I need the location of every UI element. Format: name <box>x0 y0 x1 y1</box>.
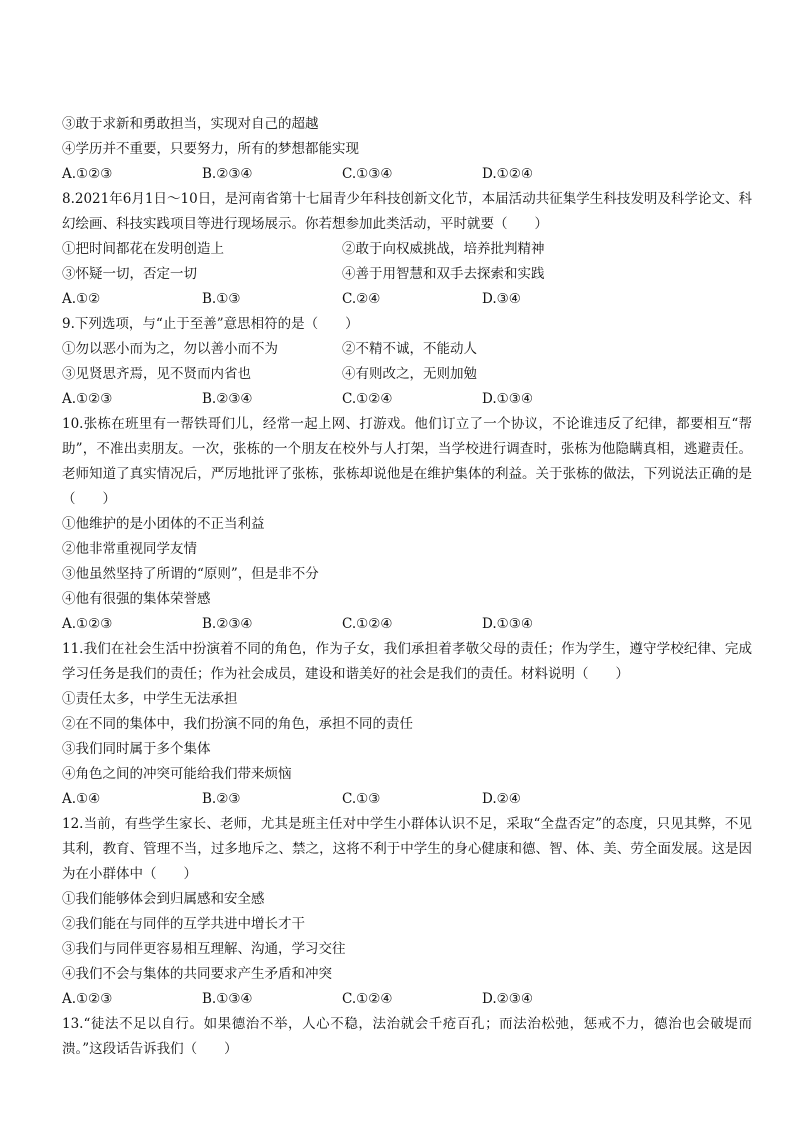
answer-options <box>62 387 752 412</box>
answer-options <box>62 287 752 312</box>
answer-options <box>62 787 752 812</box>
statement-row <box>62 237 752 262</box>
question-8-stem: 8.2021年6月1日～10日，是河南省第十七届青少年科技创新文化节，本届活动共征集学生科技发明及科学论文、科幻绘画、科技实践项目等进行现场展示。你若想参加此类活动，平时就要（ ） <box>62 191 752 232</box>
statement-1: ①勿以恶小而为之，勿以善小而不为 <box>62 341 278 357</box>
statement-4: ④善于用智慧和双手去探索和实践 <box>342 266 545 282</box>
statement-3: ③我们同时属于多个集体 <box>62 741 211 757</box>
question-11-stem: 11.我们在社会生活中扮演着不同的角色，作为子女，我们承担着孝敬父母的责任；作为学生，遵守学校纪律、完成学习任务是我们的责任；作为社会成员，建设和谐美好的社会是我们的责任。材料说明（ ） <box>62 641 752 682</box>
option-c: C.①②④ <box>342 616 393 632</box>
option-c: C.①③④ <box>342 166 393 182</box>
option-c: C.②④ <box>342 291 381 307</box>
statement-1: ①把时间都花在发明创造上 <box>62 241 224 257</box>
option-b: B.①③④ <box>202 991 253 1007</box>
question-10-stem: 10.张栋在班里有一帮铁哥们儿，经常一起上网、打游戏。他们订立了一个协议，不论谁违反了纪律，都要相互“帮助”，不准出卖朋友。一次，张栋的一个朋友在校外与人打架，当学校进行调查时，张栋为他隐瞒真相，逃避责任。老师知道了真实情况后，严厉地批评了张栋，张栋却说他是在维护集体的利益。关于张栋的做法，下列说法正确的是（ ） <box>62 416 752 507</box>
answer-options <box>62 162 752 187</box>
option-a: A.①②③ <box>62 166 113 182</box>
option-a: A.①④ <box>62 791 101 807</box>
option-d: D.①③④ <box>482 616 533 632</box>
statement-4: ④我们不会与集体的共同要求产生矛盾和冲突 <box>62 966 332 982</box>
answer-options <box>62 987 752 1012</box>
statement-3: ③怀疑一切，否定一切 <box>62 266 197 282</box>
question-9-stem: 9.下列选项，与“止于至善”意思相符的是（ ） <box>62 316 359 332</box>
question-12-stem: 12.当前，有些学生家长、老师，尤其是班主任对中学生小群体认识不足，采取“全盘否定”的态度，只见其弊，不见其利，教育、管理不当，过多地斥之、禁之，这将不利于中学生的身心健康和德、智、体、美、劳全面发展。这是因为在小群体中（ ） <box>62 816 752 882</box>
statement-1: ①责任太多，中学生无法承担 <box>62 691 238 707</box>
statement-3: ③见贤思齐焉，见不贤而内省也 <box>62 366 251 382</box>
statement-row <box>62 337 752 362</box>
statement-1: ①他维护的是小团体的不正当利益 <box>62 516 265 532</box>
question-13-stem: 13.“徒法不足以自行。如果德治不举，人心不稳，法治就会千疮百孔；而法治松弛，惩戒不力，德治也会破堤而溃。”这段话告诉我们（ ） <box>62 1016 752 1057</box>
statement-3: ③我们与同伴更容易相互理解、沟通，学习交往 <box>62 941 346 957</box>
option-d: D.①③④ <box>482 391 533 407</box>
option-b: B.②③ <box>202 791 241 807</box>
statement-row <box>62 262 752 287</box>
statement-row <box>62 362 752 387</box>
statement-4: ④有则改之，无则加勉 <box>342 366 477 382</box>
option-a: A.①②③ <box>62 991 113 1007</box>
option-d: D.③④ <box>482 291 521 307</box>
answer-options <box>62 612 752 637</box>
option-c: C.①③ <box>342 791 381 807</box>
statement-2: ②不精不诚，不能动人 <box>342 341 477 357</box>
statement-3: ③他虽然坚持了所谓的“原则”，但是非不分 <box>62 566 319 582</box>
option-d: D.①②④ <box>482 166 533 182</box>
option-d: D.②④ <box>482 791 521 807</box>
option-a: A.①②③ <box>62 391 113 407</box>
statement-2: ②在不同的集体中，我们扮演不同的角色，承担不同的责任 <box>62 716 413 732</box>
statement-2: ②我们能在与同伴的互学共进中增长才干 <box>62 916 305 932</box>
option-b: B.②③④ <box>202 616 253 632</box>
option-b: B.①③ <box>202 291 241 307</box>
option-c: C.①②④ <box>342 991 393 1007</box>
option-d: D.②③④ <box>482 991 533 1007</box>
option-c: C.①②④ <box>342 391 393 407</box>
option-a: A.①② <box>62 291 101 307</box>
statement-3: ③敢于求新和勇敢担当，实现对自己的超越 <box>62 116 319 132</box>
statement-1: ①我们能够体会到归属感和安全感 <box>62 891 265 907</box>
option-b: B.②③④ <box>202 391 253 407</box>
statement-4: ④他有很强的集体荣誉感 <box>62 591 211 607</box>
option-b: B.②③④ <box>202 166 253 182</box>
option-a: A.①②③ <box>62 616 113 632</box>
exam-page <box>62 112 752 1062</box>
statement-2: ②敢于向权威挑战，培养批判精神 <box>342 241 545 257</box>
statement-2: ②他非常重视同学友情 <box>62 541 197 557</box>
statement-4: ④角色之间的冲突可能给我们带来烦恼 <box>62 766 292 782</box>
statement-4: ④学历并不重要，只要努力，所有的梦想都能实现 <box>62 141 359 157</box>
